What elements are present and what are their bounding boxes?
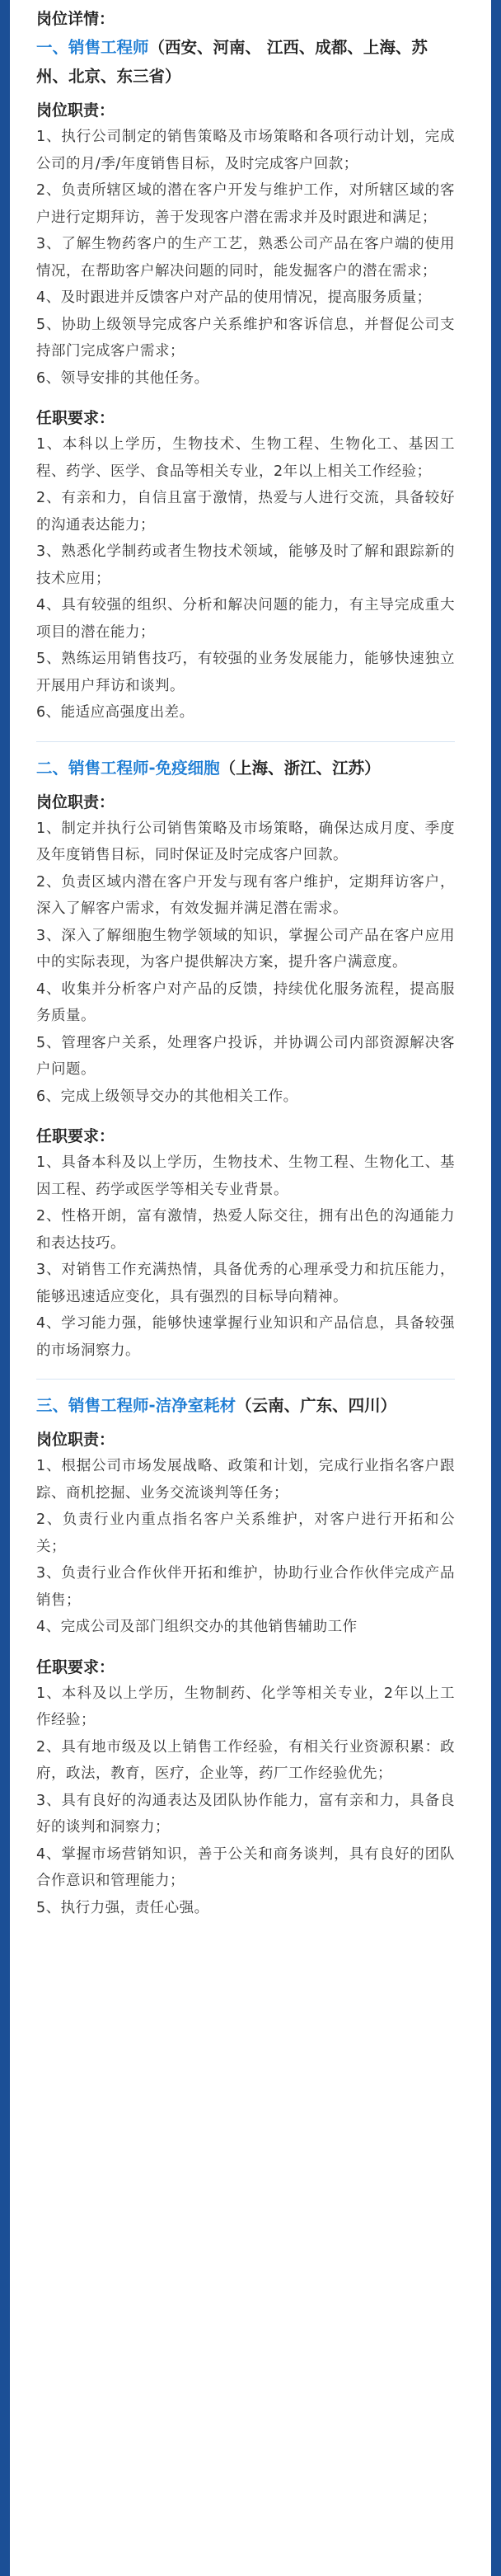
requirement-item: 1、本科以上学历，生物技术、生物工程、生物化工、基因工程、药学、医学、食品等相关专业，2年以上相关工作经验； [36, 436, 455, 480]
requirements-heading: 任职要求： [36, 409, 115, 427]
requirement-item: 2、性格开朗，富有激情，热爱人际交往，拥有出色的沟通能力和表达技巧。 [36, 1208, 455, 1252]
job-name: 销售工程师-免疫细胞 [68, 758, 220, 778]
requirement-item: 5、执行力强，责任心强。 [36, 1899, 209, 1916]
duty-item: 6、领导安排的其他任务。 [36, 369, 209, 387]
requirement-item: 2、有亲和力，自信且富于激情，热爱与人进行交流，具备较好的沟通表达能力； [36, 490, 455, 534]
duty-item: 2、负责区域内潜在客户开发与现有客户维护，定期拜访客户，深入了解客户需求，有效发掘并满足潜在需求。 [36, 873, 455, 917]
requirement-item: 1、本科及以上学历，生物制药、化学等相关专业，2年以上工作经验； [36, 1685, 455, 1728]
requirement-item: 2、具有地市级及以上销售工作经验，有相关行业资源积累：政府，政法，教育，医疗，企业等，药厂工作经验优先； [36, 1738, 455, 1782]
requirement-item: 4、掌握市场营销知识，善于公关和商务谈判，具有良好的团队合作意识和管理能力； [36, 1845, 455, 1889]
duty-item: 4、及时跟进并反馈客户对产品的使用情况，提高服务质量； [36, 289, 432, 306]
job-title [36, 33, 455, 91]
requirement-item: 3、具有良好的沟通表达及团队协作能力，富有亲和力，具备良好的谈判和洞察力； [36, 1792, 455, 1836]
section-divider [36, 741, 455, 742]
requirements-heading: 任职要求： [36, 1657, 115, 1676]
requirement-item: 4、学习能力强，能够快速掌握行业知识和产品信息，具备较强的市场洞察力。 [36, 1315, 455, 1359]
job-section [36, 33, 455, 726]
job-name: 销售工程师 [68, 38, 149, 57]
duties-heading: 岗位职责： [36, 1431, 115, 1449]
job-section [36, 1391, 455, 1921]
duty-item: 3、了解生物药客户的生产工艺，熟悉公司产品在客户端的使用情况，在帮助客户解决问题的同时，能发掘客户的潜在需求； [36, 236, 455, 280]
job-locations: （西安、河南、 江西、成都、上海、苏州、北京、东三省） [36, 38, 428, 86]
duty-item: 2、负责行业内重点指名客户关系维护，对客户进行开拓和公关； [36, 1511, 455, 1555]
duty-item: 1、制定并执行公司销售策略及市场策略，确保达成月度、季度及年度销售目标，同时保证及时完成客户回款。 [36, 820, 455, 863]
left-border [0, 0, 10, 2576]
job-locations: （上海、浙江、江苏） [219, 758, 381, 778]
job-number: 二、 [36, 758, 69, 778]
requirement-item: 1、具备本科及以上学历，生物技术、生物工程、生物化工、基因工程、药学或医学等相关专业背景。 [36, 1154, 455, 1198]
requirements-heading: 任职要求： [36, 1127, 115, 1145]
requirement-item: 3、熟悉化学制药或者生物技术领域，能够及时了解和跟踪新的技术应用； [36, 543, 455, 587]
duty-item: 4、收集并分析客户对产品的反馈，持续优化服务流程，提高服务质量。 [36, 980, 455, 1024]
page-title: 岗位详情： [36, 10, 115, 28]
duty-item: 3、负责行业合作伙伴开拓和维护，协助行业合作伙伴完成产品销售； [36, 1565, 455, 1609]
right-border [491, 0, 501, 2576]
duty-item: 6、完成上级领导交办的其他相关工作。 [36, 1088, 298, 1105]
job-number: 一、 [36, 38, 69, 57]
duty-item: 4、完成公司及部门组织交办的其他销售辅助工作 [36, 1619, 358, 1635]
duty-item: 5、协助上级领导完成客户关系维护和客诉信息，并督促公司支持部门完成客户需求； [36, 316, 455, 360]
requirement-item: 5、熟练运用销售技巧，有较强的业务发展能力，能够快速独立开展用户拜访和谈判。 [36, 651, 455, 694]
duty-item: 1、执行公司制定的销售策略及市场策略和各项行动计划，完成公司的月/季/年度销售目标，及时完成客户回款； [36, 129, 455, 172]
requirement-item: 3、对销售工作充满热情，具备优秀的心理承受力和抗压能力，能够迅速适应变化，具有强烈的目标导向精神。 [36, 1262, 455, 1305]
requirement-item: 6、能适应高强度出差。 [36, 704, 194, 721]
job-title [36, 754, 455, 783]
job-title [36, 1391, 455, 1420]
duty-item: 3、深入了解细胞生物学领域的知识，掌握公司产品在客户应用中的实际表现，为客户提供解决方案，提升客户满意度。 [36, 927, 455, 971]
duty-item: 1、根据公司市场发展战略、政策和计划，完成行业指名客户跟踪、商机挖掘、业务交流谈判等任务； [36, 1458, 455, 1502]
duties-heading: 岗位职责： [36, 792, 115, 811]
job-name: 销售工程师-洁净室耗材 [68, 1396, 236, 1415]
duty-item: 5、管理客户关系，处理客户投诉，并协调公司内部资源解决客户问题。 [36, 1034, 455, 1078]
job-locations: （云南、广东、四川） [236, 1396, 397, 1415]
requirement-item: 4、具有较强的组织、分析和解决问题的能力，有主导完成重大项目的潜在能力； [36, 597, 455, 641]
duties-heading: 岗位职责： [36, 101, 115, 120]
section-divider [36, 1379, 455, 1380]
document-page [10, 0, 491, 2576]
job-number: 三、 [36, 1396, 69, 1415]
job-list [36, 33, 455, 1921]
job-section [36, 754, 455, 1365]
duty-item: 2、负责所辖区域的潜在客户开发与维护工作，对所辖区域的客户进行定期拜访，善于发现客户潜在需求并及时跟进和满足； [36, 182, 455, 226]
